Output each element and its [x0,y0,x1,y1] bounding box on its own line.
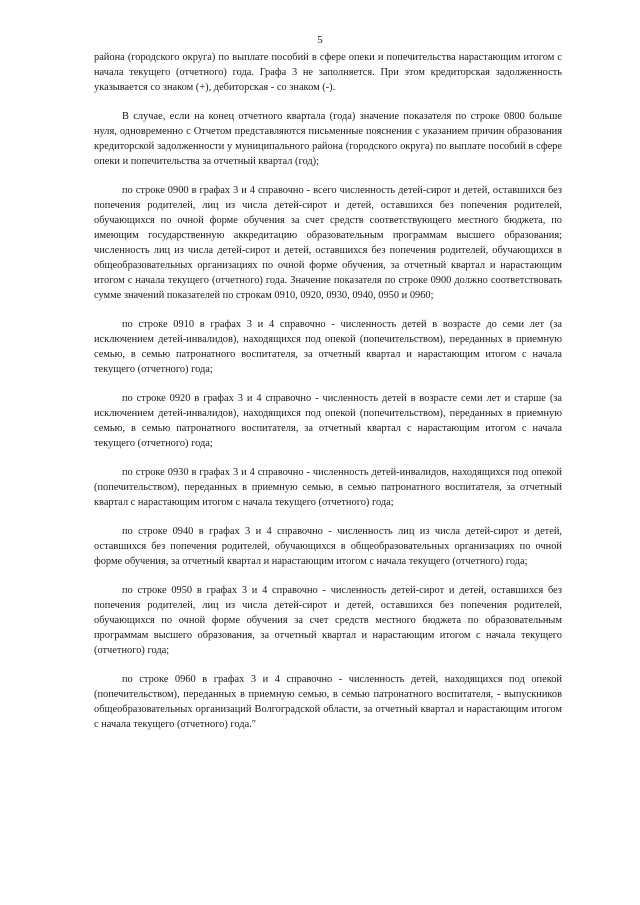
document-body [94,50,562,746]
paragraph-line-0920: по строке 0920 в графах 3 и 4 справочно - численность детей в возрасте семи лет и старше (за исключением детей-инвалидов), находящихся под опекой (попечительством), переданных в приемную семью, в семью патронатного воспитателя, за отчетный квартал с нарастающим итогом с начала текущего (отчетного) года; [94,393,562,449]
paragraph-line-0950: по строке 0950 в графах 3 и 4 справочно - численность детей-сирот и детей, оставшихся без попечения родителей, лиц из числа детей-сирот и детей, оставшихся без попечения родителей, обучающихся по очной форме обучения за счет средств местного бюджета по образовательным программам высшего образования, за отчетный квартал и нарастающим итогом с начала текущего (отчетного) года; [94,585,562,656]
paragraph-line-0930: по строке 0930 в графах 3 и 4 справочно - численность детей-инвалидов, находящихся под опекой (попечительством), переданных в приемную семью, в семью патронатного воспитателя, за отчетный квартал с нарастающим итогом с начала текущего (отчетного) года; [94,467,562,508]
page-number: 5 [317,34,323,46]
paragraph-line-0900: по строке 0900 в графах 3 и 4 справочно - всего численность детей-сирот и детей, оставшихся без попечения родителей, лиц из числа детей-сирот и детей, оставшихся без попечения родителей, обучающихся по очной форме обучения за счет средств соответствующего местного бюджета, по имеющим государственную аккредитацию образовательным программам высшего образования; численность лиц из числа детей-сирот и детей, оставшихся без попечения родителей, обучающихся в общеобразовательных организациях по очной форме обучения, за отчетный квартал и нарастающим итогом с начала текущего (отчетного) года. Значение показателя по строке 0900 должно соответствовать сумме значений показателей по строкам 0910, 0920, 0930, 0940, 0950 и 0960; [94,185,562,301]
paragraph-line-0800: В случае, если на конец отчетного квартала (года) значение показателя по строке 0800 больше нуля, одновременно с Отчетом представляются письменные пояснения с указанием причин образования кредиторской задолженности у муниципального района (городского округа) по выплате пособий в сфере опеки и попечительства за отчетный квартал (год); [94,111,562,167]
paragraph-line-0910: по строке 0910 в графах 3 и 4 справочно - численность детей в возрасте до семи лет (за исключением детей-инвалидов), находящихся под опекой (попечительством), переданных в приемную семью, в семью патронатного воспитателя, за отчетный квартал и нарастающим итогом с начала текущего (отчетного) года; [94,319,562,375]
paragraph-line-0960: по строке 0960 в графах 3 и 4 справочно - численность детей, находящихся под опекой (попечительством), переданных в приемную семью, в семью патронатного воспитателя, - выпускников общеобразовательных организаций Волгоградской области, за отчетный квартал и нарастающим итогом с начала текущего (отчетного) года." [94,674,562,730]
paragraph-line-0940: по строке 0940 в графах 3 и 4 справочно - численность лиц из числа детей-сирот и детей, оставшихся без попечения родителей, обучающихся в общеобразовательных организациях по очной форме обучения, за отчетный квартал и нарастающим итогом с начала текущего (отчетного) года; [94,526,562,567]
paragraph-continuation: района (городского округа) по выплате пособий в сфере опеки и попечительства нарастающим итогом с начала текущего (отчетного) года. Графа 3 не заполняется. При этом кредиторская задолженность указывается со знаком (+), дебиторская - со знаком (-). [94,52,562,93]
